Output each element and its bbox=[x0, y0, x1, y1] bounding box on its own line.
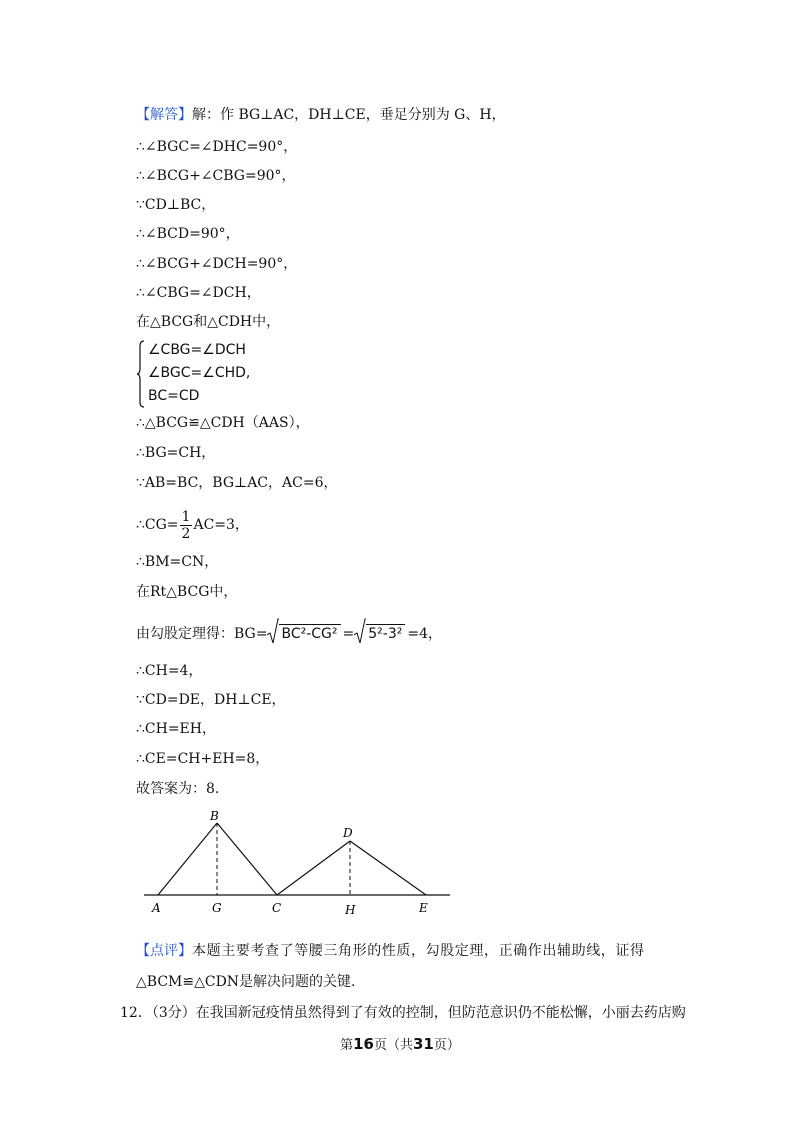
step-14: ∵CD=DE，DH⊥CE， bbox=[136, 692, 286, 708]
radical-icon bbox=[354, 618, 366, 646]
sqrt-bc-cg bbox=[267, 622, 340, 646]
radicand-2: 5²-3² bbox=[366, 624, 405, 642]
label-c: C bbox=[272, 901, 282, 915]
step-13: ∴CH=4， bbox=[136, 663, 203, 679]
solution-intro: 解：作 BG⊥AC，DH⊥CE，垂足分别为 G、H， bbox=[192, 107, 506, 123]
step-11: ∴BM=CN， bbox=[136, 554, 219, 570]
fraction-numerator: 1 bbox=[181, 508, 191, 525]
pyth-equals: = bbox=[342, 626, 355, 642]
review-text-1: 本题主要考查了等腰三角形的性质，勾股定理，正确作出辅助线，证得 bbox=[192, 943, 645, 959]
review-text-2: △BCM≌△CDN是解决问题的关键. bbox=[136, 974, 356, 990]
step-2: ∴∠BCG+∠CBG=90°， bbox=[136, 168, 296, 184]
step-16: ∴CE=CH+EH=8， bbox=[136, 751, 270, 767]
fraction-denominator: 2 bbox=[181, 525, 191, 542]
label-a: A bbox=[152, 901, 161, 915]
left-brace-icon bbox=[136, 340, 146, 408]
footer-prefix: 第 bbox=[340, 1038, 354, 1053]
step-1: ∴∠BGC=∠DHC=90°， bbox=[136, 139, 298, 155]
footer-page-number: 16 bbox=[353, 1035, 374, 1053]
step-5: ∴∠BCG+∠DCH=90°， bbox=[136, 256, 298, 272]
pyth-suffix: =4， bbox=[407, 626, 442, 642]
segment-cd bbox=[277, 841, 350, 895]
system-row-3: BC=CD bbox=[148, 388, 200, 404]
half-fraction bbox=[180, 509, 193, 542]
segment-ab bbox=[158, 823, 217, 895]
cg-suffix: AC=3， bbox=[193, 517, 249, 533]
step-8: ∴△BCG≌△CDH（AAS）， bbox=[136, 415, 310, 431]
step-12: 在Rt△BCG中， bbox=[136, 584, 238, 600]
step-10: ∵AB=BC，BG⊥AC，AC=6， bbox=[136, 475, 338, 491]
step-7: 在△BCG和△CDH中， bbox=[136, 314, 281, 330]
page-footer bbox=[0, 1034, 800, 1053]
pyth-prefix: 由勾股定理得：BG= bbox=[136, 626, 268, 642]
segment-bc bbox=[217, 823, 277, 895]
segment-de bbox=[350, 841, 426, 895]
step-6: ∴∠CBG=∠DCH， bbox=[136, 285, 261, 301]
cg-prefix: ∴CG= bbox=[136, 517, 179, 533]
label-g: G bbox=[212, 901, 222, 915]
solution-tag: 【解答】 bbox=[136, 107, 192, 123]
label-b: B bbox=[210, 809, 219, 823]
question-12: 12．（3分）在我国新冠疫情虽然得到了有效的控制，但防范意识仍不能松懈，小丽去药店购 bbox=[120, 1005, 686, 1021]
pythagorean-line bbox=[136, 622, 442, 646]
label-e: E bbox=[419, 901, 428, 915]
geometry-figure bbox=[140, 808, 460, 918]
step-3: ∵CD⊥BC， bbox=[136, 197, 216, 213]
equation-system bbox=[136, 340, 296, 408]
solution-intro-line bbox=[136, 105, 506, 125]
label-h: H bbox=[345, 903, 356, 917]
sqrt-5-3 bbox=[354, 622, 405, 646]
footer-middle: 页（共 bbox=[373, 1038, 413, 1053]
label-d: D bbox=[343, 826, 353, 840]
radicand-1: BC²-CG² bbox=[279, 624, 340, 642]
radical-icon bbox=[267, 618, 279, 646]
review-tag: 【点评】 bbox=[136, 943, 192, 959]
answer-line: 故答案为：8. bbox=[136, 781, 220, 797]
step-15: ∴CH=EH， bbox=[136, 721, 216, 737]
step-4: ∴∠BCD=90°， bbox=[136, 226, 240, 242]
footer-total-pages: 31 bbox=[413, 1035, 434, 1053]
footer-suffix: 页） bbox=[433, 1038, 460, 1053]
review-line-1 bbox=[136, 941, 645, 961]
cg-line bbox=[136, 508, 249, 542]
system-row-2: ∠BGC=∠CHD, bbox=[148, 365, 251, 381]
system-row-1: ∠CBG=∠DCH bbox=[148, 342, 246, 358]
step-9: ∴BG=CH， bbox=[136, 445, 216, 461]
